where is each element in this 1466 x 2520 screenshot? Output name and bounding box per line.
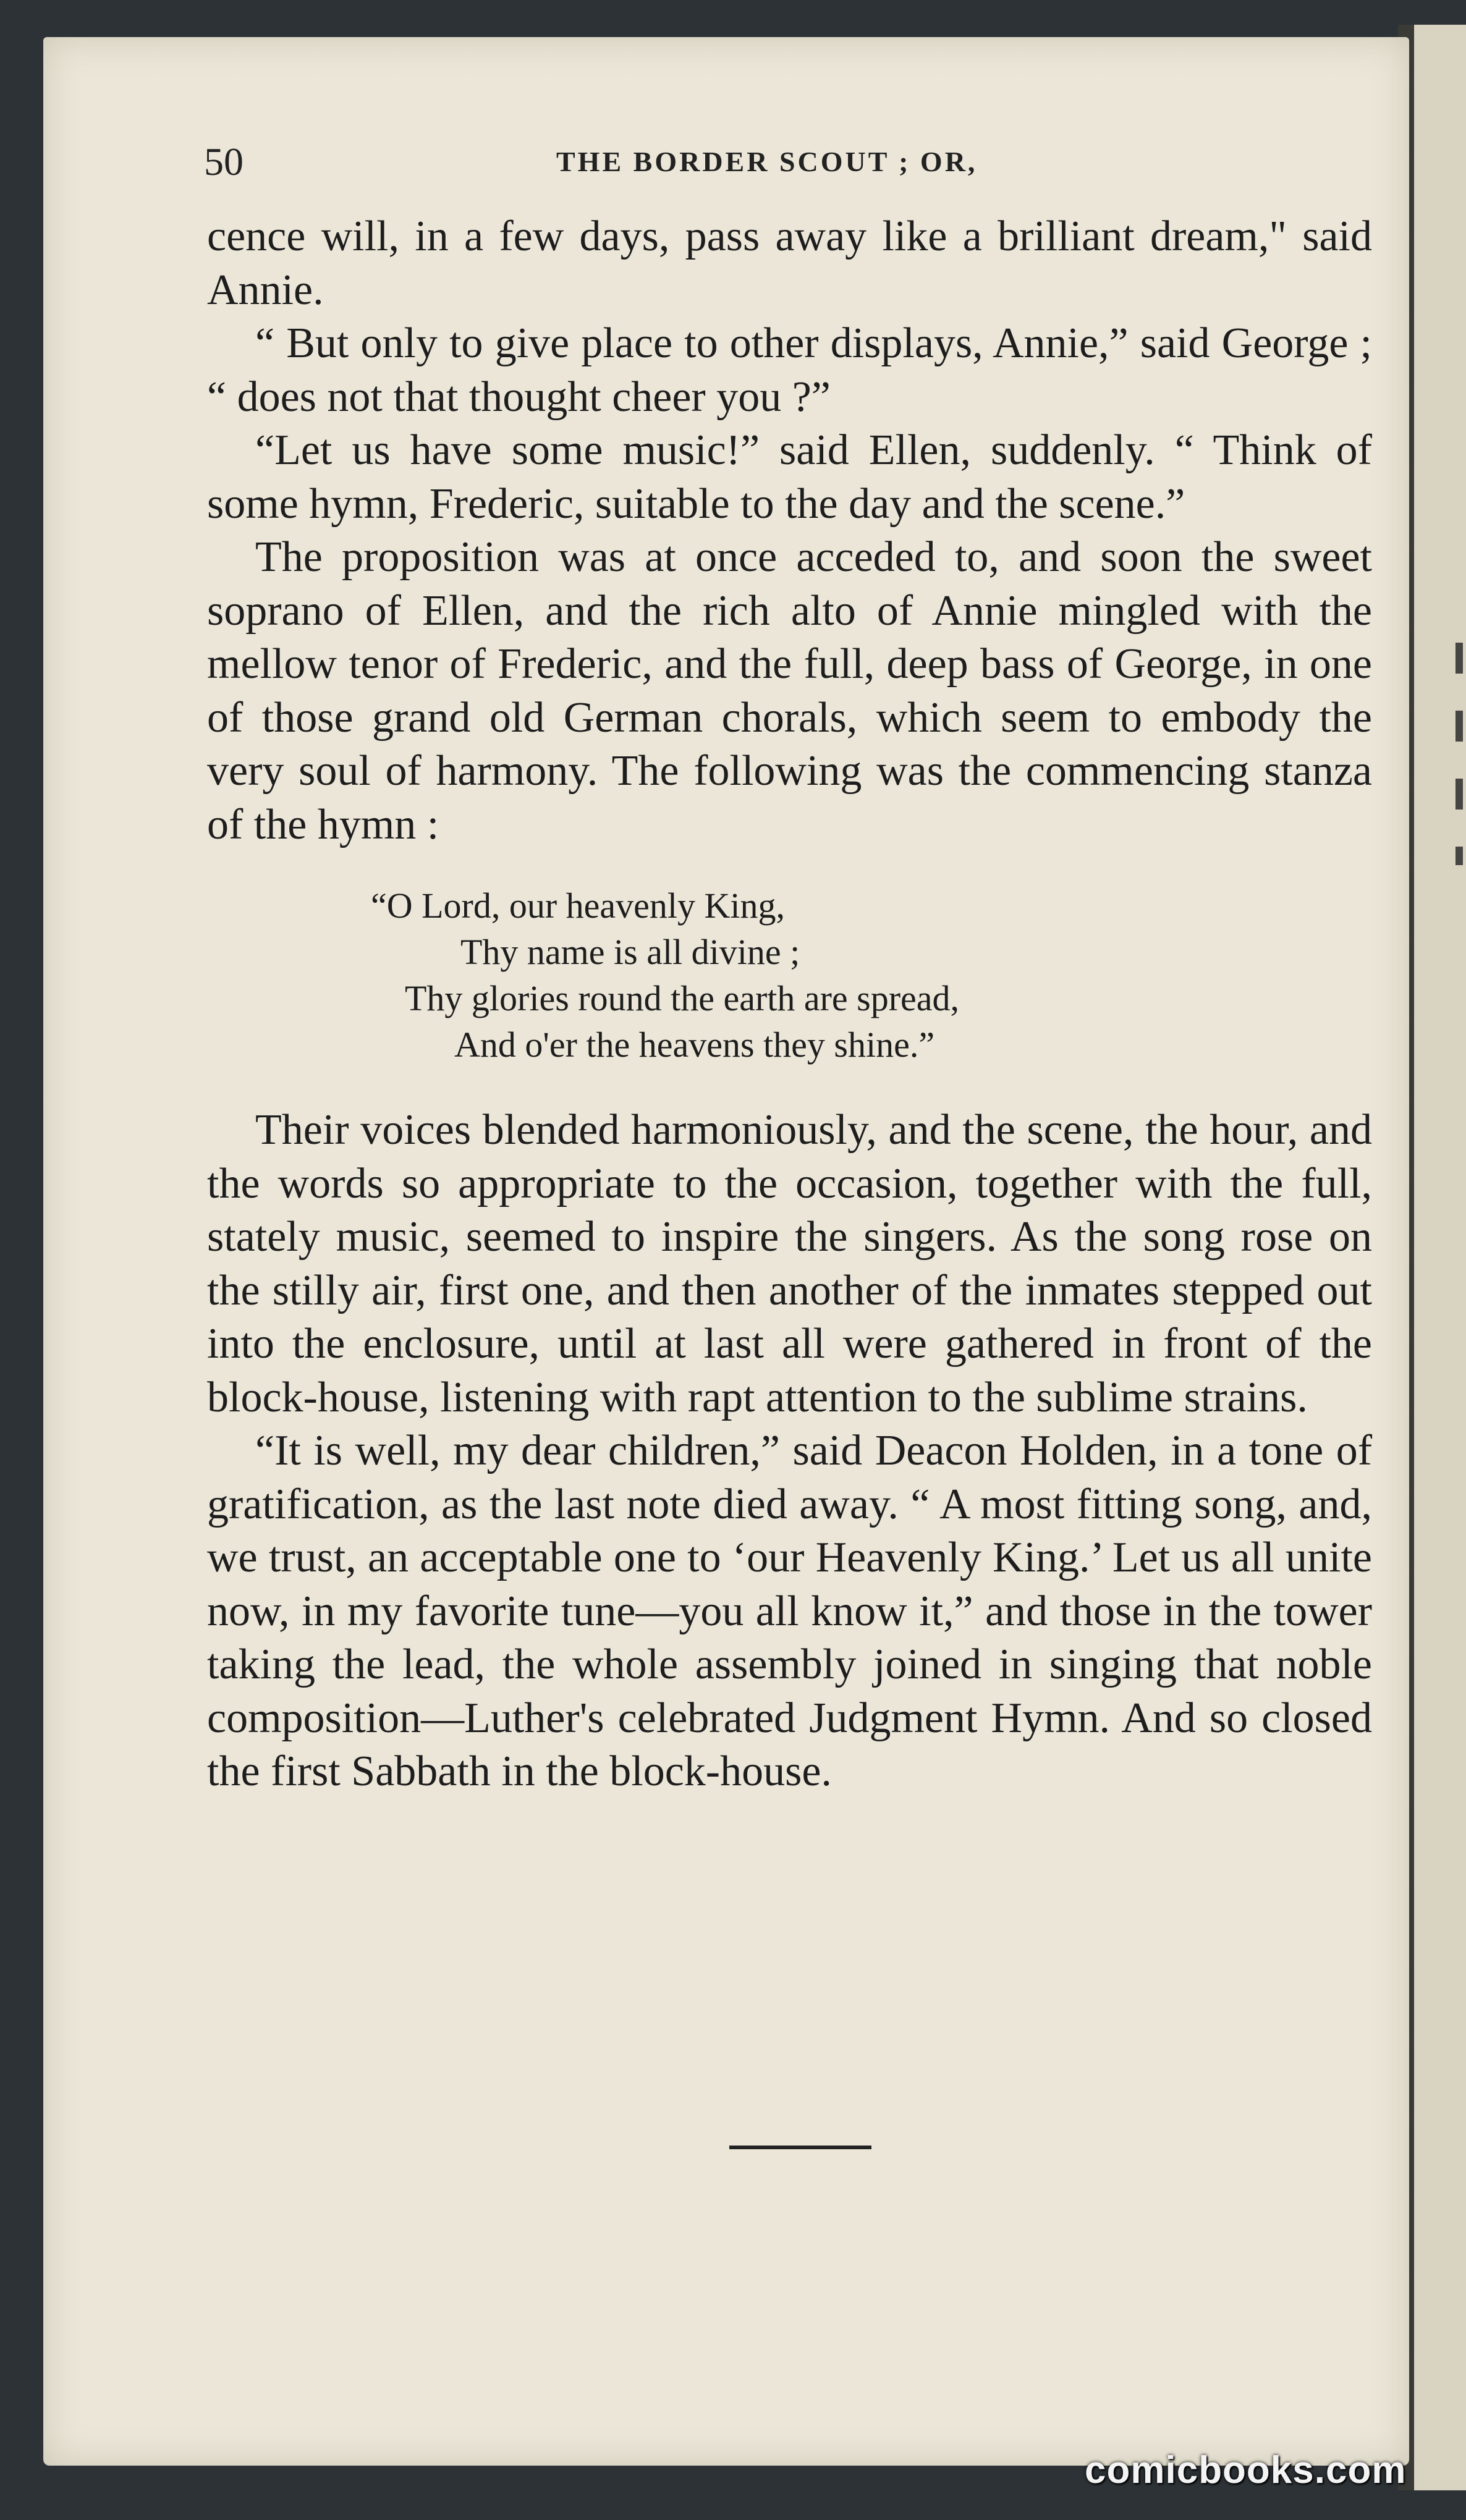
paragraph: cence will, in a few days, pass away like a brilliant dream," said Annie. (207, 213, 1372, 314)
paragraph: The proposition was at once acceded to, and soon the sweet soprano of Ellen, and the rich alto of Annie mingled with the mellow tenor of Frederic, and the full, deep bass of George, in one of those grand old German chorals, which seem to embody the very soul of harmony. The following was the commencing stanza of the hymn : (207, 533, 1372, 848)
paragraph: “Let us have some music!” said Ellen, suddenly. “ Think of some hymn, Frederic, suitable to the day and the scene.” (207, 426, 1372, 528)
page-number: 50 (204, 140, 244, 184)
poem-line: Thy glories round the earth are spread, (405, 978, 960, 1018)
next-page-edge (1410, 25, 1466, 2490)
poem-line: “O Lord, our heavenly King, (371, 886, 786, 926)
paragraph: “ But only to give place to other displays, Annie,” said George ; “ does not that thought cheer you ?” (207, 319, 1372, 421)
site-watermark: comicbooks.com (1085, 2449, 1407, 2492)
section-end-rule (729, 2146, 871, 2149)
poem-line: And o'er the heavens they shine.” (454, 1025, 935, 1065)
body-text (207, 210, 1372, 1799)
hymn-stanza (207, 882, 1372, 1068)
poem-line: Thy name is all divine ; (460, 932, 800, 972)
bleed-through-marks (1455, 643, 1463, 865)
paragraph: “It is well, my dear children,” said Deacon Holden, in a tone of gratification, as the last note died away. “ A most fitting song, and, we trust, an acceptable one to ‘our Heavenly King.’ Let us all unite now, in my favorite tune—you all know it,” and those in the tower taking the lead, the whole assembly joined in singing that noble composition—Luther's celebrated Judgment Hymn. And so closed the first Sabbath in the block-house. (207, 1427, 1372, 1795)
paragraph: Their voices blended harmoniously, and the scene, the hour, and the words so appropriate to the occasion, together with the full, stately music, seemed to inspire the singers. As the song rose on the stilly air, first one, and then another of the inmates stepped out into the enclosure, until at last all were gathered in front of the block-house, listening with rapt attention to the sublime strains. (207, 1106, 1372, 1421)
running-title: THE BORDER SCOUT ; OR, (556, 146, 978, 177)
